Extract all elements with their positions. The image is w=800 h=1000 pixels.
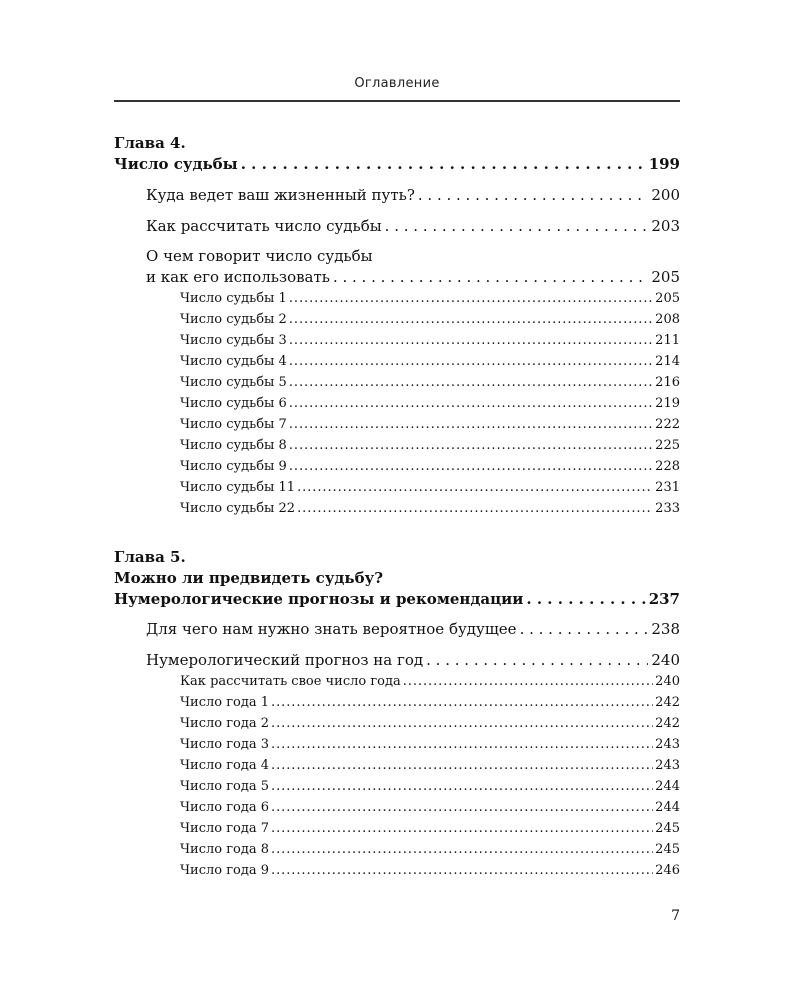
toc-entry[interactable]: [114, 185, 680, 206]
leader-dots: [333, 267, 648, 288]
entry-page: 242: [655, 695, 680, 710]
leader-dots: [289, 456, 653, 477]
chapter-5-section-2: [114, 650, 680, 881]
toc-entry[interactable]: [114, 650, 680, 671]
page-number: 7: [671, 908, 680, 924]
entry-page: 243: [655, 758, 680, 773]
leader-dots: [418, 185, 648, 206]
leader-dots: [289, 309, 653, 330]
entry-title: Число судьбы 6: [180, 396, 287, 411]
leader-dots: [271, 860, 653, 881]
toc-subentry[interactable]: [114, 734, 680, 755]
header-rule: [114, 100, 680, 102]
toc-subentry[interactable]: [114, 309, 680, 330]
entry-page: 203: [651, 217, 680, 235]
chapter-5-label: Глава 5.: [114, 548, 186, 566]
entry-title-line-1[interactable]: О чем говорит число судьбы: [146, 247, 373, 265]
toc-subentry[interactable]: [114, 351, 680, 372]
toc-subentry[interactable]: [114, 755, 680, 776]
entry-page: 214: [655, 354, 680, 369]
toc-subentry[interactable]: [114, 797, 680, 818]
chapter-4-label: Глава 4.: [114, 134, 186, 152]
entry-title: Число года 9: [180, 863, 270, 878]
toc-subentry[interactable]: [114, 477, 680, 498]
chapter-5: [114, 547, 680, 610]
entry-title: Число судьбы: [114, 155, 238, 173]
leader-dots: [385, 216, 649, 237]
toc-subentry[interactable]: [114, 435, 680, 456]
leader-dots: [403, 671, 653, 692]
leader-dots: [289, 372, 653, 393]
entry-title: Число судьбы 11: [180, 480, 296, 495]
leader-dots: [526, 589, 645, 610]
toc-subentry[interactable]: [114, 498, 680, 519]
chapter-4-section-1: [114, 185, 680, 206]
entry-page: 211: [655, 333, 680, 348]
leader-dots: [289, 330, 653, 351]
entry-page: 228: [655, 459, 680, 474]
leader-dots: [271, 818, 653, 839]
entry-title: Число года 8: [180, 842, 270, 857]
entry-title: Число судьбы 22: [180, 501, 296, 516]
chapter-5-section-1: [114, 619, 680, 640]
entry-title: Число судьбы 2: [180, 312, 287, 327]
toc-entry-chapter-5-title[interactable]: [114, 589, 680, 610]
toc-subentry[interactable]: [114, 288, 680, 309]
leader-dots: [271, 734, 653, 755]
toc-entry-chapter-4-title[interactable]: [114, 154, 680, 175]
leader-dots: [271, 713, 653, 734]
toc-subentry[interactable]: [114, 713, 680, 734]
entry-title: Число судьбы 7: [180, 417, 287, 432]
entry-page: 205: [651, 268, 680, 286]
toc-subentry[interactable]: [114, 860, 680, 881]
entry-page: 237: [648, 590, 680, 608]
entry-title: Число года 5: [180, 779, 270, 794]
entry-title: Число судьбы 4: [180, 354, 287, 369]
leader-dots: [271, 839, 653, 860]
chapter-4-section-3: [114, 246, 680, 519]
toc-entry[interactable]: [114, 267, 680, 288]
entry-page: 208: [655, 312, 680, 327]
entry-title-line-2: и как его использовать: [146, 268, 330, 286]
toc-subentry[interactable]: [114, 692, 680, 713]
leader-dots: [289, 288, 653, 309]
subsection-list: [114, 288, 680, 519]
entry-page: 245: [655, 821, 680, 836]
entry-page: 200: [651, 186, 680, 204]
entry-page: 238: [651, 620, 680, 638]
toc-subentry[interactable]: [114, 818, 680, 839]
leader-dots: [426, 650, 648, 671]
entry-title: Куда ведет ваш жизненный путь?: [146, 186, 415, 204]
entry-title: Число года 7: [180, 821, 270, 836]
entry-page: 222: [655, 417, 680, 432]
entry-title: Число года 1: [180, 695, 270, 710]
entry-title: Нумерологический прогноз на год: [146, 651, 424, 669]
entry-title: Число года 6: [180, 800, 270, 815]
toc-subentry[interactable]: [114, 330, 680, 351]
toc-entry[interactable]: [114, 619, 680, 640]
leader-dots: [289, 435, 653, 456]
toc-subentry[interactable]: [114, 456, 680, 477]
entry-page: 242: [655, 716, 680, 731]
entry-page: 231: [655, 480, 680, 495]
leader-dots: [271, 776, 653, 797]
entry-title: Число судьбы 1: [180, 291, 287, 306]
entry-page: 240: [651, 651, 680, 669]
leader-dots: [289, 414, 653, 435]
entry-title: Число судьбы 3: [180, 333, 287, 348]
chapter-4: [114, 133, 680, 175]
entry-page: 225: [655, 438, 680, 453]
leader-dots: [241, 154, 646, 175]
chapter-5-title-line-1[interactable]: Можно ли предвидеть судьбу?: [114, 569, 383, 587]
running-head: Оглавление: [354, 76, 440, 91]
entry-title: Число года 4: [180, 758, 270, 773]
entry-page: 205: [655, 291, 680, 306]
entry-title: Число судьбы 8: [180, 438, 287, 453]
entry-title: Число судьбы 5: [180, 375, 287, 390]
toc-subentry[interactable]: [114, 839, 680, 860]
leader-dots: [271, 692, 653, 713]
entry-page: 216: [655, 375, 680, 390]
entry-title: Для чего нам нужно знать вероятное будущее: [146, 620, 517, 638]
entry-title: Нумерологические прогнозы и рекомендации: [114, 590, 524, 608]
entry-page: 199: [648, 155, 680, 173]
leader-dots: [271, 797, 653, 818]
entry-title: Как рассчитать свое число года: [180, 674, 401, 689]
entry-page: 240: [655, 674, 680, 689]
leader-dots: [271, 755, 653, 776]
leader-dots: [289, 393, 653, 414]
entry-page: 233: [655, 501, 680, 516]
toc-entry[interactable]: [114, 216, 680, 237]
entry-page: 219: [655, 396, 680, 411]
entry-page: 244: [655, 779, 680, 794]
subsection-list: [114, 671, 680, 881]
leader-dots: [297, 477, 653, 498]
toc-subentry[interactable]: [114, 776, 680, 797]
chapter-4-section-2: [114, 216, 680, 237]
entry-page: 246: [655, 863, 680, 878]
leader-dots: [289, 351, 653, 372]
entry-title: Число года 3: [180, 737, 270, 752]
entry-title: Число года 2: [180, 716, 270, 731]
toc-subentry[interactable]: [114, 372, 680, 393]
entry-page: 244: [655, 800, 680, 815]
toc-subentry[interactable]: [114, 414, 680, 435]
entry-page: 243: [655, 737, 680, 752]
entry-title: Как рассчитать число судьбы: [146, 217, 382, 235]
toc-subentry[interactable]: [114, 671, 680, 692]
entry-title: Число судьбы 9: [180, 459, 287, 474]
entry-page: 245: [655, 842, 680, 857]
leader-dots: [520, 619, 649, 640]
leader-dots: [297, 498, 653, 519]
toc-subentry[interactable]: [114, 393, 680, 414]
